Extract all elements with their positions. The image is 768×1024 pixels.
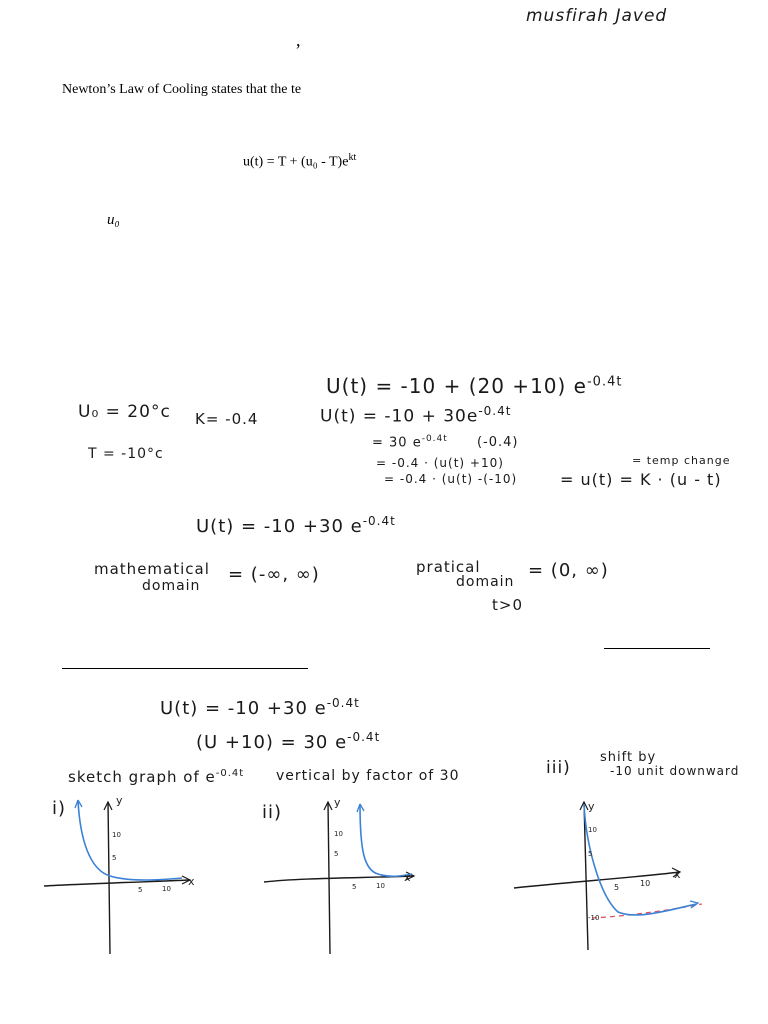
- given-u0: U₀ = 20°c: [78, 402, 171, 422]
- derivation-line-3-b: (-0.4): [476, 435, 519, 451]
- graph3-curve: [584, 804, 696, 915]
- step3-label-2: -10 unit downward: [610, 764, 740, 778]
- math-domain-label-2: domain: [142, 578, 201, 594]
- derivation-line-3-exp: -0.4t: [421, 434, 448, 444]
- derivation-line-2: [320, 404, 511, 427]
- stray-comma: ,: [296, 30, 301, 50]
- graph1-y-label: y: [116, 794, 123, 807]
- final-equation-text: U(t) = -10 +30 e: [196, 516, 363, 537]
- graph2-y-label: y: [334, 796, 341, 809]
- graph3-y-label: y: [588, 800, 595, 813]
- horizontal-rule-left: [62, 668, 308, 669]
- derivation-line-4: = -0.4 · (u(t) +10): [376, 456, 504, 470]
- derivation-line-2-text: U(t) = -10 + 30e: [320, 406, 479, 427]
- graph-1: [40, 790, 210, 960]
- graph2-number: ii): [262, 802, 283, 823]
- derivation-line-1: [326, 374, 622, 398]
- prac-domain-value: = (0, ∞): [528, 560, 609, 581]
- graph-3: [510, 796, 710, 956]
- graph2-tick-x5: 5: [352, 883, 357, 891]
- graph-eq-2-text: (U +10) = 30 e: [196, 732, 348, 753]
- final-equation-exp: -0.4t: [362, 514, 396, 528]
- given-T: T = -10°c: [88, 446, 164, 462]
- prac-domain-label-2: domain: [456, 574, 515, 590]
- graph1-tick-10: 10: [112, 831, 121, 839]
- given-k: K= -0.4: [195, 410, 259, 428]
- derivation-result: = u(t) = K · (u - t): [560, 470, 722, 489]
- graph2-tick-5: 5: [334, 850, 339, 858]
- final-equation: [196, 514, 396, 537]
- derivation-line-3: [372, 434, 518, 450]
- graph-eq-1-text: U(t) = -10 +30 e: [160, 698, 327, 719]
- graph2-x-label: x: [404, 871, 411, 884]
- formula-body: u(t) = T + (u₀ - T)e: [243, 154, 349, 170]
- graph-eq-1-exp: -0.4t: [326, 696, 360, 710]
- step2-label: vertical by factor of 30: [276, 768, 460, 784]
- graph3-tick-x10: 10: [640, 879, 651, 888]
- graph-eq-1: [160, 696, 360, 719]
- formula-exponent: kt: [348, 152, 357, 163]
- graph3-tick-neg10: -10: [588, 914, 600, 922]
- step1-label-exp: -0.4t: [215, 768, 245, 779]
- intro-text: Newton’s Law of Cooling states that the te: [62, 82, 302, 97]
- step3-label-1: shift by: [600, 750, 657, 765]
- derivation-line-1-exp: -0.4t: [586, 374, 623, 390]
- step1-label-text: sketch graph of e: [68, 768, 216, 786]
- derivation-line-2-exp: -0.4t: [478, 404, 512, 418]
- graph2-y-axis: [328, 802, 330, 954]
- math-domain-value: = (-∞, ∞): [228, 564, 320, 585]
- prac-domain-condition: t>0: [492, 596, 523, 614]
- step3-number: iii): [546, 758, 571, 778]
- graph-eq-2: [196, 730, 380, 753]
- u0-label: u₀: [107, 212, 120, 228]
- graph-2: [260, 790, 430, 960]
- graph2-curve: [360, 804, 412, 876]
- graph3-x-label: x: [674, 868, 681, 881]
- graph-eq-2-exp: -0.4t: [347, 730, 381, 744]
- horizontal-rule-right: [604, 648, 710, 649]
- graph1-tick-x10: 10: [162, 885, 171, 893]
- graph1-tick-5: 5: [112, 854, 117, 862]
- cooling-formula: [243, 152, 356, 171]
- graph1-y-axis: [108, 802, 110, 954]
- derivation-line-1-text: U(t) = -10 + (20 +10) e: [326, 374, 587, 398]
- graph1-number: i): [52, 798, 67, 819]
- graph2-tick-10: 10: [334, 830, 343, 838]
- graph3-tick-10: 10: [588, 826, 597, 834]
- graph3-tick-x5: 5: [614, 883, 620, 892]
- temp-change-note: = temp change: [632, 454, 731, 467]
- prac-domain-label-1: pratical: [416, 558, 481, 576]
- graph3-tick-5: 5: [588, 850, 593, 858]
- graph2-tick-x10: 10: [376, 882, 385, 890]
- derivation-line-5: = -0.4 · (u(t) -(-10): [384, 472, 518, 486]
- derivation-line-3-text: = 30 e: [372, 435, 422, 451]
- step1-label: [68, 768, 244, 786]
- graph1-curve: [78, 800, 182, 880]
- graph1-tick-x5: 5: [138, 886, 143, 894]
- math-domain-label-1: mathematical: [94, 560, 210, 578]
- graph1-x-label: x: [188, 875, 195, 888]
- author-signature: musfirah Javed: [526, 6, 668, 26]
